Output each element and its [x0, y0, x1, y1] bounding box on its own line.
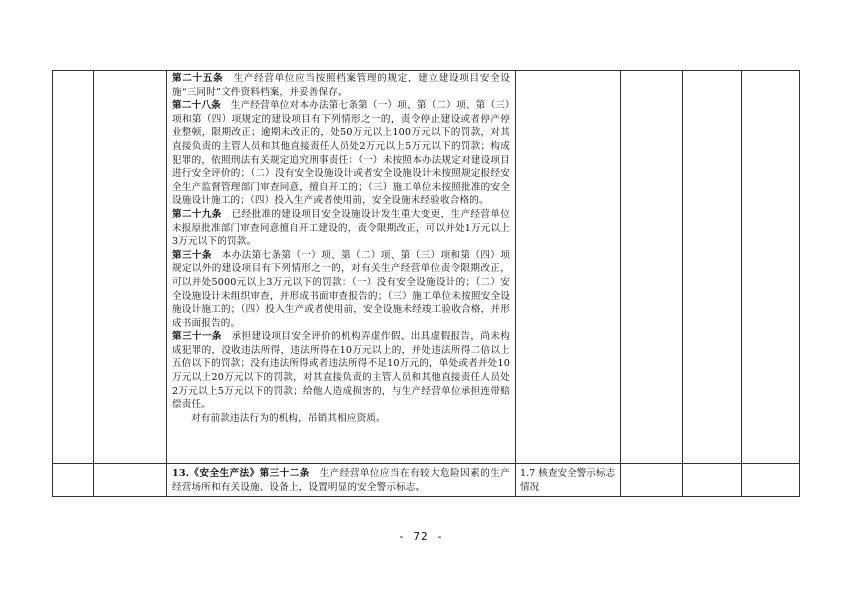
empty-cell — [683, 464, 742, 497]
article-30: 第三十条 本办法第七条第（一）项、第（二）项、第（三）项和第（四）项规定以外的建设项目有下列情形之一的，对有关生产经营单位责令限期改正，可以并处5000元以上3万元以下的罚款：（一）没有安全设施设计的；（二）安全设施设计未组织审查，并形成书面审查报告的；（三）施工单位未按照安全设施设计施工的；（四）投入生产或者使用前，安全设施未经竣工验收合格，并形成书面报告的。 — [172, 249, 510, 329]
empty-cell — [683, 71, 742, 464]
regulation-table — [52, 70, 800, 497]
article-25: 第二十五条 生产经营单位应当按照档案管理的规定，建立建设项目安全设施“三同时”文件资料档案，并妥善保存。 — [172, 73, 511, 98]
item13-basis-cell — [167, 464, 516, 497]
table-row — [53, 71, 800, 464]
article-31: 第三十一条 承担建设项目安全评价的机构弄虚作假、出具虚假报告，尚未构成犯罪的，没收违法所得，违法所得在10万元以上的，并处违法所得二倍以上五倍以下的罚款；没有违法所得或者违法所得不足10万元的，单处或者并处10万元以上20万元以下的罚款，对其直接负责的主管人员和其他直接责任人员处2万元以上5万元以下的罚款；给他人造成损害的，与生产经营单位承担连带赔偿责任。 — [172, 331, 510, 411]
legal-basis-cell — [167, 71, 516, 464]
empty-cell — [94, 464, 167, 497]
item13-check-cell — [516, 464, 621, 497]
empty-cell — [742, 71, 800, 464]
article-29: 第二十九条 已经批准的建设项目安全设施设计发生重大变更，生产经营单位未报原批准部门审查同意擅自开工建设的，责令限期改正，可以并处1万元以上3万元以下的罚款。 — [172, 208, 510, 248]
empty-cell — [53, 71, 94, 464]
empty-cell — [742, 464, 800, 497]
page-number: - 72 - — [398, 530, 444, 543]
empty-cell — [516, 71, 621, 464]
empty-cell — [53, 464, 94, 497]
table-row — [53, 464, 800, 497]
empty-cell — [621, 71, 683, 464]
item13-text: 13.《安全生产法》第三十二条 生产经营单位应当在有较大危险因素的生产经营场所和有关设施、设备上，设置明显的安全警示标志。 — [172, 468, 510, 493]
empty-cell — [94, 71, 167, 464]
closing-note: 对有前款违法行为的机构，吊销其相应资质。 — [191, 412, 386, 424]
article-28: 第二十八条 生产经营单位对本办法第七条第（一）项、第（二）项、第（三）项和第（四）项规定的建设项目有下列情形之一的，责令停止建设或者停产停业整顿，限期改正；逾期未改正的，处50万元以上100万元以下的罚款，对其直接负责的主管人员和其他直接责任人员处2万元以上5万元以下的罚款；构成犯罪的，依照刑法有关规定追究刑事责任：（一）未按照本办法规定对建设项目进行安全评价的；（二）没有安全设施设计或者安全设施设计未按照规定报经安全生产监督管理部门审查同意，擅自开工的；（三）施工单位未按照批准的安全设施设计施工的；（四）投入生产或者使用前，安全设施未经验收合格的。 — [172, 100, 511, 207]
item13-check: 1.7 核查安全警示标志情况 — [520, 468, 616, 493]
empty-cell — [621, 464, 683, 497]
